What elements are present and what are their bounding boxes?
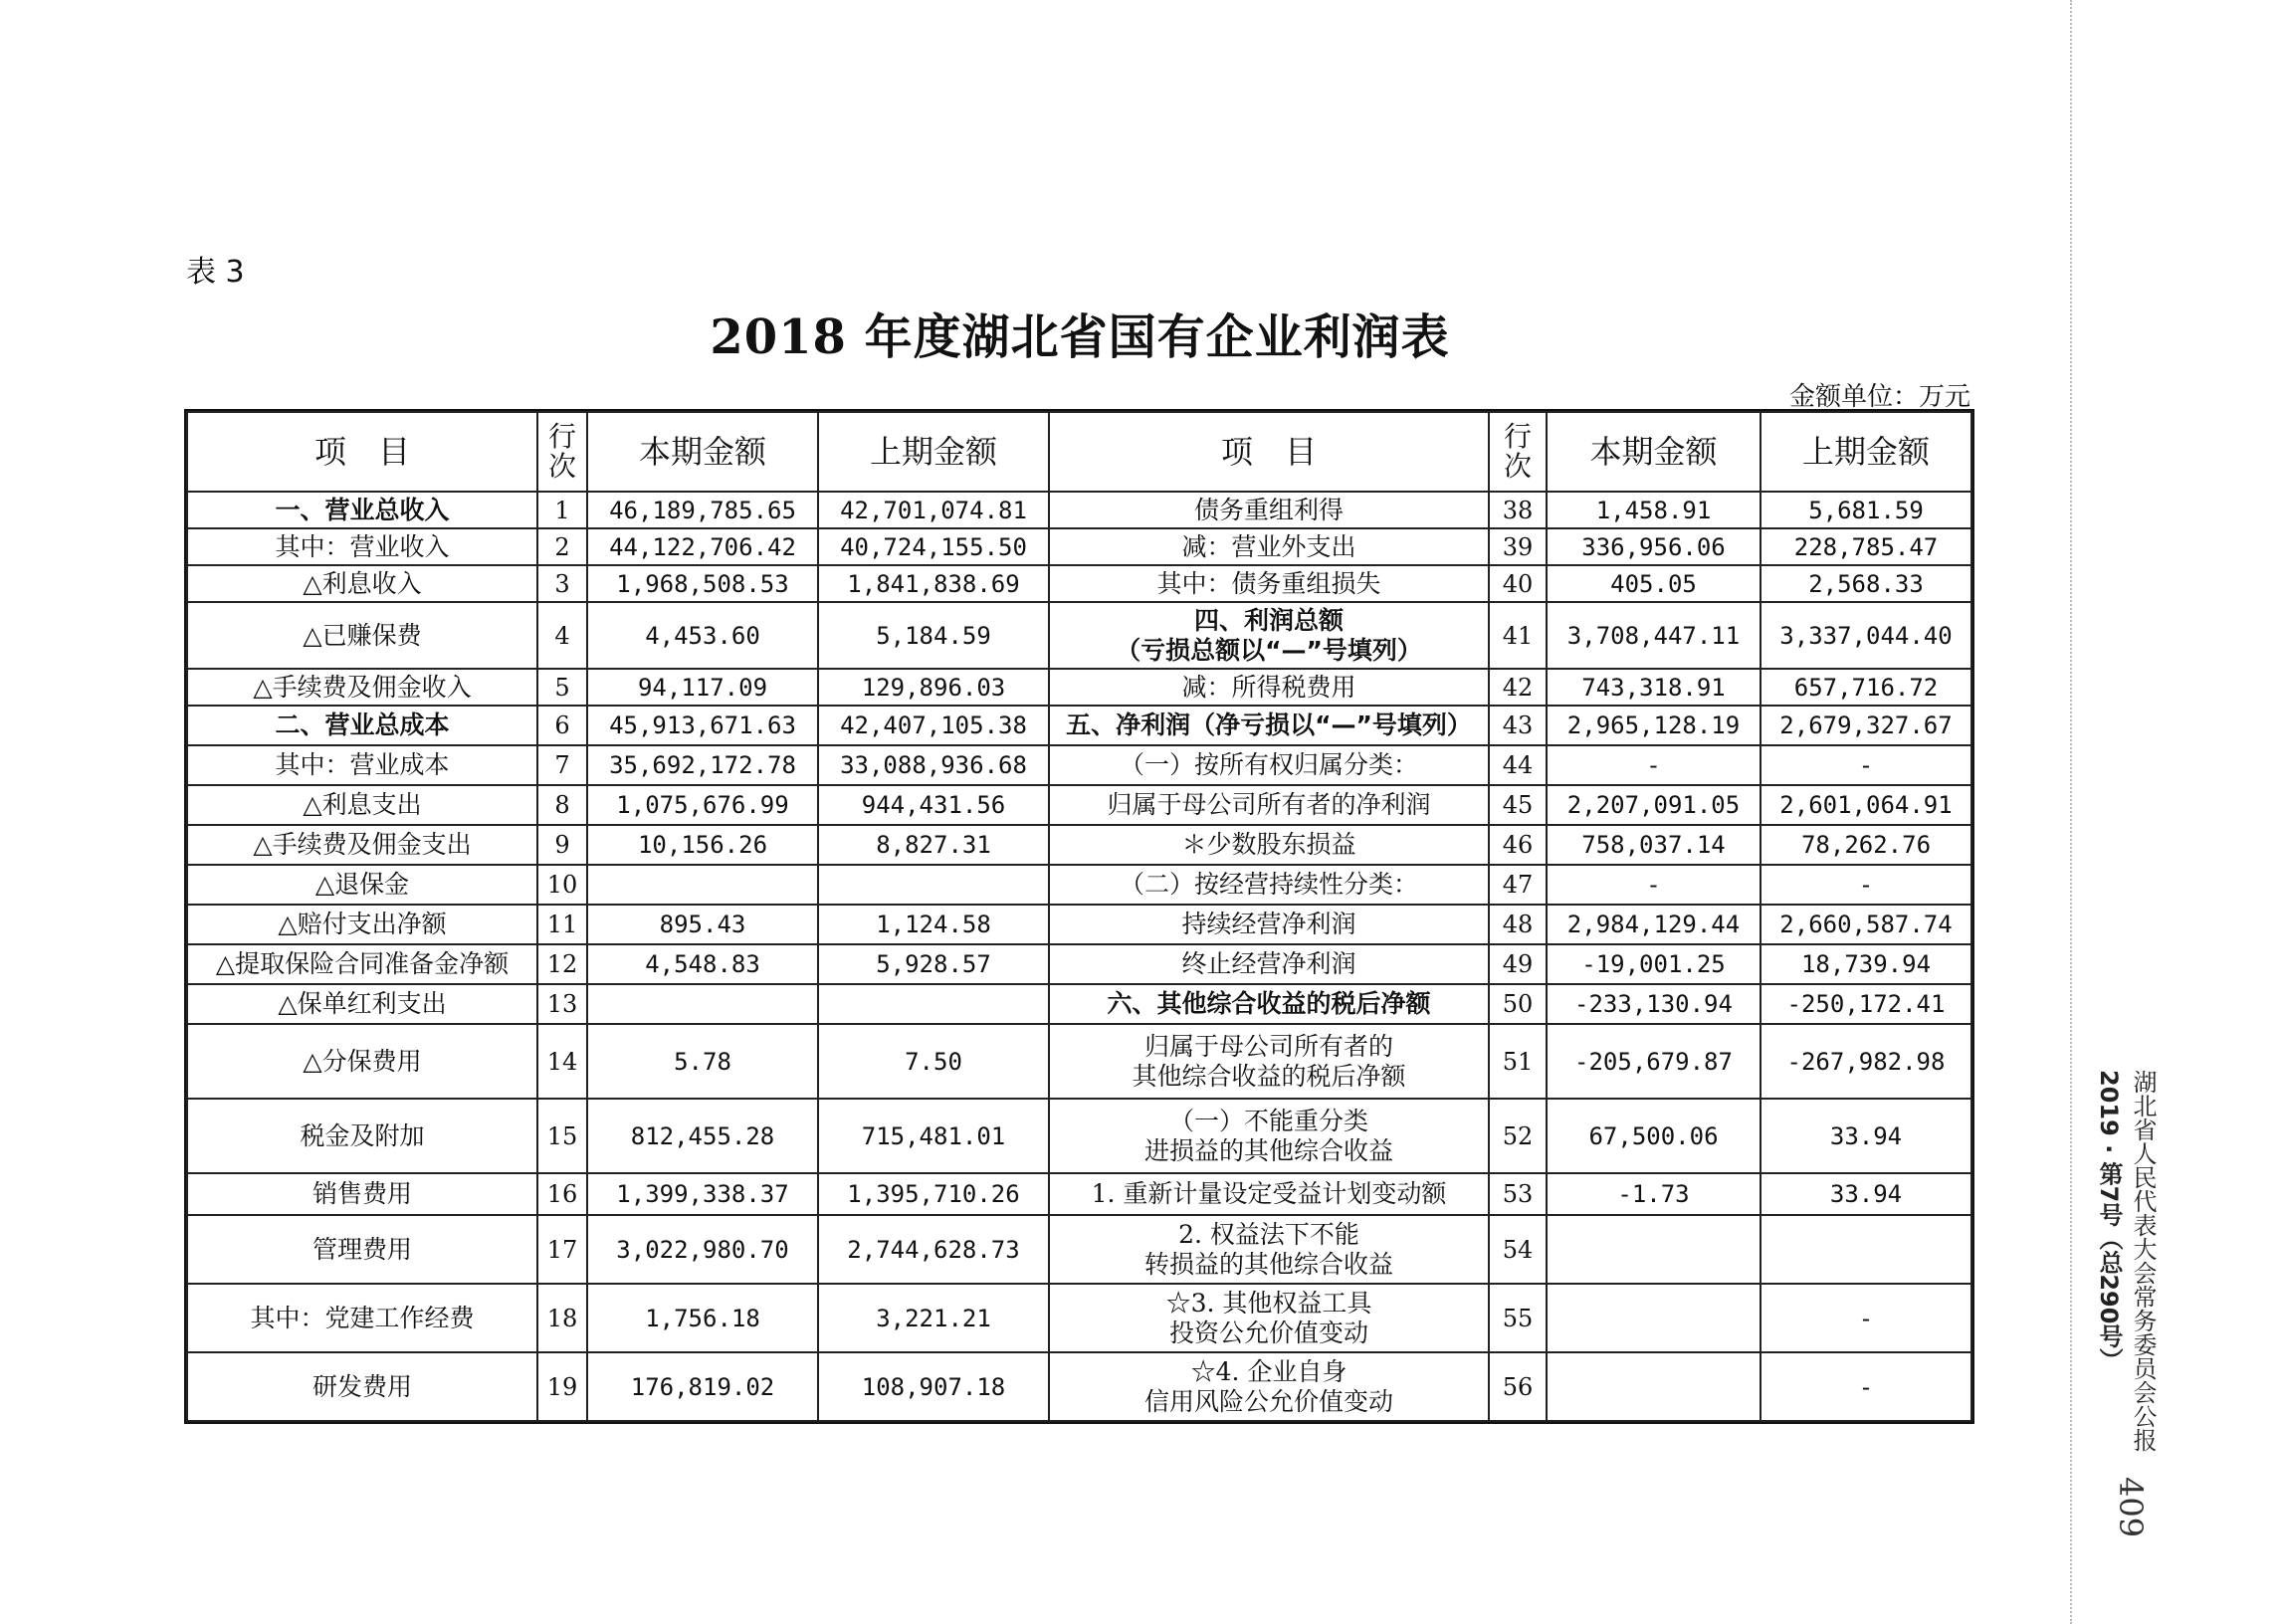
table-row bbox=[187, 984, 1971, 1024]
item-right-cell: 归属于母公司所有者的 其他综合收益的税后净额 bbox=[1049, 1024, 1489, 1099]
previous-left-cell bbox=[818, 865, 1049, 905]
row-no-right-cell: 44 bbox=[1489, 745, 1547, 785]
header-item-left: 项 目 bbox=[187, 412, 537, 492]
row-no-left-cell: 15 bbox=[537, 1099, 587, 1173]
page-title: 2018 年度湖北省国有企业利润表 bbox=[710, 309, 1450, 365]
current-right-cell: - bbox=[1547, 745, 1761, 785]
header-current-right: 本期金额 bbox=[1547, 412, 1761, 492]
header-row-no-right: 行 次 bbox=[1489, 412, 1547, 492]
item-left-cell: △手续费及佣金支出 bbox=[187, 825, 537, 865]
row-no-right-cell: 43 bbox=[1489, 706, 1547, 745]
item-right-cell: （二）按经营持续性分类： bbox=[1049, 865, 1489, 905]
header-previous-left: 上期金额 bbox=[818, 412, 1049, 492]
item-left-cell: 其中：营业成本 bbox=[187, 745, 537, 785]
current-right-cell bbox=[1547, 1284, 1761, 1352]
row-no-right-cell: 45 bbox=[1489, 785, 1547, 825]
current-right-cell: 743,318.91 bbox=[1547, 669, 1761, 706]
item-left-cell: △提取保险合同准备金净额 bbox=[187, 944, 537, 984]
previous-left-cell: 40,724,155.50 bbox=[818, 528, 1049, 565]
previous-right-cell: 33.94 bbox=[1761, 1099, 1971, 1173]
table-row bbox=[187, 492, 1971, 528]
row-no-left-cell: 13 bbox=[537, 984, 587, 1024]
previous-right-cell: 78,262.76 bbox=[1761, 825, 1971, 865]
previous-right-cell: 228,785.47 bbox=[1761, 528, 1971, 565]
item-left-cell: △分保费用 bbox=[187, 1024, 537, 1099]
gazette-name: 湖北省人民代表大会常务委员会公报 bbox=[2129, 1070, 2157, 1452]
row-no-left-cell: 14 bbox=[537, 1024, 587, 1099]
item-right-cell: ☆3. 其他权益工具 投资公允价值变动 bbox=[1049, 1284, 1489, 1352]
row-no-right-cell: 42 bbox=[1489, 669, 1547, 706]
current-right-cell: 2,207,091.05 bbox=[1547, 785, 1761, 825]
amount-unit-note: 金额单位：万元 bbox=[1788, 382, 1970, 412]
previous-left-cell: 5,928.57 bbox=[818, 944, 1049, 984]
item-right-cell: ☆4. 企业自身 信用风险公允价值变动 bbox=[1049, 1352, 1489, 1421]
page-number: 409 bbox=[2112, 1477, 2150, 1538]
table-row bbox=[187, 565, 1971, 602]
item-left-cell: 税金及附加 bbox=[187, 1099, 537, 1173]
previous-right-cell: 2,568.33 bbox=[1761, 565, 1971, 602]
row-no-left-cell: 9 bbox=[537, 825, 587, 865]
profit-statement-table bbox=[186, 411, 1972, 1422]
previous-right-cell: 2,679,327.67 bbox=[1761, 706, 1971, 745]
row-no-left-cell: 1 bbox=[537, 492, 587, 528]
row-no-left-cell: 4 bbox=[537, 602, 587, 669]
row-no-left-cell: 8 bbox=[537, 785, 587, 825]
table-row bbox=[187, 865, 1971, 905]
header-previous-right: 上期金额 bbox=[1761, 412, 1971, 492]
item-right-cell: 债务重组利得 bbox=[1049, 492, 1489, 528]
previous-right-cell: -267,982.98 bbox=[1761, 1024, 1971, 1099]
item-left-cell: △手续费及佣金收入 bbox=[187, 669, 537, 706]
item-left-cell: 二、营业总成本 bbox=[187, 706, 537, 745]
row-no-left-cell: 18 bbox=[537, 1284, 587, 1352]
current-left-cell: 4,548.83 bbox=[587, 944, 818, 984]
table-row bbox=[187, 1099, 1971, 1173]
table-row bbox=[187, 944, 1971, 984]
item-right-cell: 持续经营净利润 bbox=[1049, 905, 1489, 944]
row-no-left-cell: 5 bbox=[537, 669, 587, 706]
current-left-cell: 1,399,338.37 bbox=[587, 1173, 818, 1215]
current-right-cell: 336,956.06 bbox=[1547, 528, 1761, 565]
previous-left-cell: 944,431.56 bbox=[818, 785, 1049, 825]
current-right-cell: - bbox=[1547, 865, 1761, 905]
row-no-right-cell: 51 bbox=[1489, 1024, 1547, 1099]
current-right-cell: 2,965,128.19 bbox=[1547, 706, 1761, 745]
current-right-cell: 3,708,447.11 bbox=[1547, 602, 1761, 669]
item-left-cell: △利息支出 bbox=[187, 785, 537, 825]
previous-left-cell: 7.50 bbox=[818, 1024, 1049, 1099]
current-right-cell: 405.05 bbox=[1547, 565, 1761, 602]
row-no-right-cell: 41 bbox=[1489, 602, 1547, 669]
row-no-left-cell: 3 bbox=[537, 565, 587, 602]
item-right-cell: 五、净利润（净亏损以“—”号填列） bbox=[1049, 706, 1489, 745]
table-header-row bbox=[187, 412, 1971, 492]
item-left-cell: 其中：营业收入 bbox=[187, 528, 537, 565]
header-current-left: 本期金额 bbox=[587, 412, 818, 492]
previous-right-cell: 2,660,587.74 bbox=[1761, 905, 1971, 944]
item-right-cell: 减：所得税费用 bbox=[1049, 669, 1489, 706]
item-right-cell: （一）不能重分类 进损益的其他综合收益 bbox=[1049, 1099, 1489, 1173]
item-left-cell: △退保金 bbox=[187, 865, 537, 905]
current-right-cell: 67,500.06 bbox=[1547, 1099, 1761, 1173]
current-right-cell: -205,679.87 bbox=[1547, 1024, 1761, 1099]
table-row bbox=[187, 1284, 1971, 1352]
current-left-cell: 35,692,172.78 bbox=[587, 745, 818, 785]
previous-right-cell: - bbox=[1761, 1352, 1971, 1421]
previous-left-cell: 129,896.03 bbox=[818, 669, 1049, 706]
previous-right-cell: -250,172.41 bbox=[1761, 984, 1971, 1024]
margin-divider bbox=[2070, 0, 2072, 1624]
row-no-right-cell: 39 bbox=[1489, 528, 1547, 565]
row-no-right-cell: 46 bbox=[1489, 825, 1547, 865]
item-left-cell: △已赚保费 bbox=[187, 602, 537, 669]
row-no-left-cell: 16 bbox=[537, 1173, 587, 1215]
previous-left-cell: 3,221.21 bbox=[818, 1284, 1049, 1352]
row-no-right-cell: 56 bbox=[1489, 1352, 1547, 1421]
current-left-cell: 1,968,508.53 bbox=[587, 565, 818, 602]
table-row bbox=[187, 745, 1971, 785]
table-row bbox=[187, 1215, 1971, 1284]
current-right-cell: -19,001.25 bbox=[1547, 944, 1761, 984]
row-no-left-cell: 17 bbox=[537, 1215, 587, 1284]
table-body bbox=[187, 492, 1971, 1421]
table-row bbox=[187, 706, 1971, 745]
previous-right-cell: 5,681.59 bbox=[1761, 492, 1971, 528]
row-no-right-cell: 54 bbox=[1489, 1215, 1547, 1284]
current-left-cell: 1,075,676.99 bbox=[587, 785, 818, 825]
item-left-cell: 管理费用 bbox=[187, 1215, 537, 1284]
previous-right-cell: - bbox=[1761, 745, 1971, 785]
row-no-right-cell: 52 bbox=[1489, 1099, 1547, 1173]
previous-left-cell: 33,088,936.68 bbox=[818, 745, 1049, 785]
previous-left-cell: 8,827.31 bbox=[818, 825, 1049, 865]
row-no-right-cell: 50 bbox=[1489, 984, 1547, 1024]
current-left-cell: 5.78 bbox=[587, 1024, 818, 1099]
row-no-left-cell: 19 bbox=[537, 1352, 587, 1421]
row-no-left-cell: 6 bbox=[537, 706, 587, 745]
item-right-cell: 2. 权益法下不能 转损益的其他综合收益 bbox=[1049, 1215, 1489, 1284]
previous-left-cell: 108,907.18 bbox=[818, 1352, 1049, 1421]
current-left-cell bbox=[587, 984, 818, 1024]
current-left-cell: 812,455.28 bbox=[587, 1099, 818, 1173]
previous-left-cell: 2,744,628.73 bbox=[818, 1215, 1049, 1284]
item-right-cell: 1. 重新计量设定受益计划变动额 bbox=[1049, 1173, 1489, 1215]
header-row-no-left: 行 次 bbox=[537, 412, 587, 492]
item-left-cell: 研发费用 bbox=[187, 1352, 537, 1421]
previous-right-cell: 18,739.94 bbox=[1761, 944, 1971, 984]
table-row bbox=[187, 1352, 1971, 1421]
current-right-cell: -233,130.94 bbox=[1547, 984, 1761, 1024]
row-no-left-cell: 12 bbox=[537, 944, 587, 984]
item-right-cell: 其中：债务重组损失 bbox=[1049, 565, 1489, 602]
row-no-left-cell: 2 bbox=[537, 528, 587, 565]
item-left-cell: △利息收入 bbox=[187, 565, 537, 602]
current-left-cell: 3,022,980.70 bbox=[587, 1215, 818, 1284]
item-right-cell: ＊少数股东损益 bbox=[1049, 825, 1489, 865]
current-left-cell: 176,819.02 bbox=[587, 1352, 818, 1421]
table-number-label: 表 3 bbox=[186, 255, 245, 290]
gazette-issue: 2019 · 第7号（总290号） bbox=[2095, 1070, 2123, 1372]
table-row bbox=[187, 785, 1971, 825]
item-left-cell: 其中：党建工作经费 bbox=[187, 1284, 537, 1352]
current-left-cell: 4,453.60 bbox=[587, 602, 818, 669]
previous-left-cell: 42,701,074.81 bbox=[818, 492, 1049, 528]
item-left-cell: △保单红利支出 bbox=[187, 984, 537, 1024]
item-right-cell: 终止经营净利润 bbox=[1049, 944, 1489, 984]
gazette-side-caption bbox=[2080, 1070, 2160, 1468]
previous-left-cell: 1,395,710.26 bbox=[818, 1173, 1049, 1215]
item-right-cell: （一）按所有权归属分类： bbox=[1049, 745, 1489, 785]
item-right-cell: 减：营业外支出 bbox=[1049, 528, 1489, 565]
row-no-right-cell: 40 bbox=[1489, 565, 1547, 602]
previous-left-cell bbox=[818, 984, 1049, 1024]
current-right-cell bbox=[1547, 1215, 1761, 1284]
row-no-left-cell: 7 bbox=[537, 745, 587, 785]
row-no-right-cell: 53 bbox=[1489, 1173, 1547, 1215]
item-left-cell: 一、营业总收入 bbox=[187, 492, 537, 528]
previous-right-cell bbox=[1761, 1215, 1971, 1284]
row-no-left-cell: 11 bbox=[537, 905, 587, 944]
current-left-cell: 46,189,785.65 bbox=[587, 492, 818, 528]
table-row bbox=[187, 825, 1971, 865]
current-right-cell: 2,984,129.44 bbox=[1547, 905, 1761, 944]
previous-right-cell: 657,716.72 bbox=[1761, 669, 1971, 706]
current-left-cell: 45,913,671.63 bbox=[587, 706, 818, 745]
row-no-right-cell: 38 bbox=[1489, 492, 1547, 528]
row-no-right-cell: 49 bbox=[1489, 944, 1547, 984]
row-no-right-cell: 55 bbox=[1489, 1284, 1547, 1352]
item-right-cell: 六、其他综合收益的税后净额 bbox=[1049, 984, 1489, 1024]
current-right-cell: -1.73 bbox=[1547, 1173, 1761, 1215]
item-left-cell: △赔付支出净额 bbox=[187, 905, 537, 944]
current-left-cell: 94,117.09 bbox=[587, 669, 818, 706]
row-no-left-cell: 10 bbox=[537, 865, 587, 905]
item-left-cell: 销售费用 bbox=[187, 1173, 537, 1215]
table-row bbox=[187, 669, 1971, 706]
item-right-cell: 归属于母公司所有者的净利润 bbox=[1049, 785, 1489, 825]
previous-left-cell: 5,184.59 bbox=[818, 602, 1049, 669]
header-item-right: 项 目 bbox=[1049, 412, 1489, 492]
current-right-cell: 758,037.14 bbox=[1547, 825, 1761, 865]
table-row bbox=[187, 528, 1971, 565]
current-left-cell: 44,122,706.42 bbox=[587, 528, 818, 565]
previous-left-cell: 1,841,838.69 bbox=[818, 565, 1049, 602]
table-row bbox=[187, 1173, 1971, 1215]
previous-left-cell: 715,481.01 bbox=[818, 1099, 1049, 1173]
previous-right-cell: - bbox=[1761, 1284, 1971, 1352]
table-row bbox=[187, 905, 1971, 944]
row-no-right-cell: 48 bbox=[1489, 905, 1547, 944]
previous-right-cell: - bbox=[1761, 865, 1971, 905]
current-right-cell: 1,458.91 bbox=[1547, 492, 1761, 528]
current-left-cell: 10,156.26 bbox=[587, 825, 818, 865]
row-no-right-cell: 47 bbox=[1489, 865, 1547, 905]
previous-right-cell: 3,337,044.40 bbox=[1761, 602, 1971, 669]
current-left-cell bbox=[587, 865, 818, 905]
previous-left-cell: 42,407,105.38 bbox=[818, 706, 1049, 745]
item-right-cell: 四、利润总额 （亏损总额以“—”号填列） bbox=[1049, 602, 1489, 669]
previous-right-cell: 2,601,064.91 bbox=[1761, 785, 1971, 825]
table-row bbox=[187, 602, 1971, 669]
previous-left-cell: 1,124.58 bbox=[818, 905, 1049, 944]
current-left-cell: 1,756.18 bbox=[587, 1284, 818, 1352]
table-row bbox=[187, 1024, 1971, 1099]
current-right-cell bbox=[1547, 1352, 1761, 1421]
current-left-cell: 895.43 bbox=[587, 905, 818, 944]
previous-right-cell: 33.94 bbox=[1761, 1173, 1971, 1215]
